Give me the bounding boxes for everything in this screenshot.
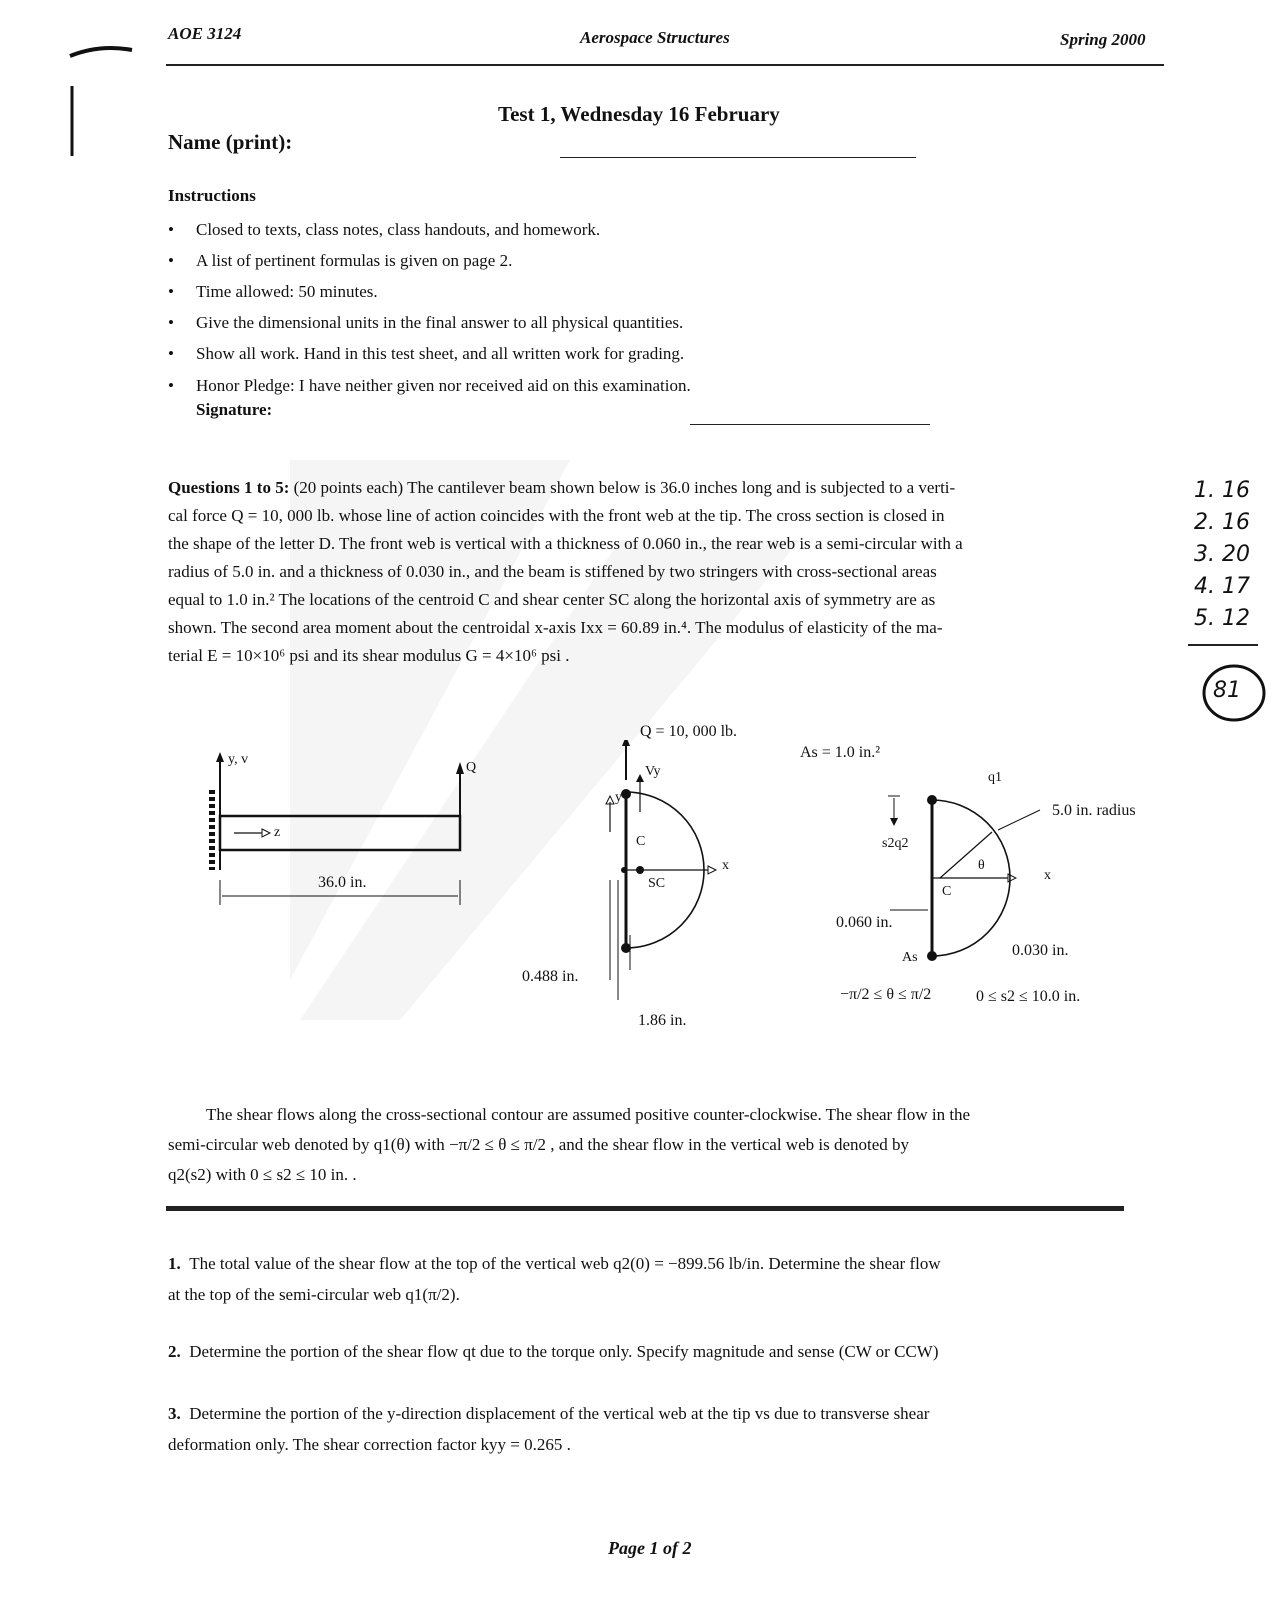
- beam-diagram: [200, 740, 490, 930]
- intro-line: terial E = 10×10⁶ psi and its shear modulus G = 4×10⁶ psi .: [168, 646, 570, 665]
- section2-radius: 5.0 in. radius: [1052, 802, 1136, 819]
- questions-lead: Questions 1 to 5:: [168, 478, 290, 497]
- header-rule: [166, 64, 1164, 66]
- section1-dim-b: 1.86 in.: [638, 1012, 687, 1029]
- instruction-item: • Show all work. Hand in this test sheet, and all written work for grading.: [196, 344, 684, 364]
- page-number: Page 1 of 2: [608, 1538, 692, 1558]
- section2-web-thickness: 0.060 in.: [836, 914, 893, 931]
- handwritten-bracket: [60, 36, 150, 166]
- section1-vy: Vy: [645, 764, 661, 779]
- section2-s2q2: s2q2: [882, 836, 909, 851]
- test-title: Test 1, Wednesday 16 February: [498, 102, 780, 126]
- intro-line: equal to 1.0 in.² The locations of the centroid C and shear center SC along the horizontal axis of symmetry are as: [168, 590, 936, 609]
- note-line: q2(s2) with 0 ≤ s2 ≤ 10 in. .: [168, 1165, 357, 1184]
- instruction-item: • Honor Pledge: I have neither given nor received aid on this examination.: [196, 376, 691, 396]
- instruction-item: • Time allowed: 50 minutes.: [196, 282, 378, 302]
- section-shear-center-diagram: [570, 740, 770, 1040]
- section2-area: As = 1.0 in.²: [800, 744, 881, 761]
- section2-q1: q1: [988, 770, 1002, 785]
- score-1: 1. 16: [1194, 478, 1250, 503]
- question-1: [168, 1248, 1158, 1310]
- section1-c: C: [636, 834, 646, 849]
- signature-line[interactable]: [690, 424, 930, 425]
- section2-as: As: [902, 950, 918, 965]
- section2-s-range: 0 ≤ s2 ≤ 10.0 in.: [976, 988, 1081, 1005]
- course-subject: Aerospace Structures: [580, 28, 730, 47]
- signature-label: Signature:: [196, 400, 273, 419]
- score-5: 5. 12: [1194, 606, 1250, 631]
- section1-y: y: [615, 790, 622, 805]
- intro-line: the shape of the letter D. The front web is vertical with a thickness of 0.060 in., the rear web is a semi-circular with a: [168, 534, 963, 553]
- intro-line: radius of 5.0 in. and a thickness of 0.030 in., and the beam is stiffened by two stringers with cross-sectional areas: [168, 562, 937, 581]
- note-line: semi-circular web denoted by q1(θ) with −π/2 ≤ θ ≤ π/2 , and the shear flow in the vertical web is denoted by: [168, 1135, 910, 1154]
- beam-length: 36.0 in.: [318, 874, 367, 891]
- section2-x: x: [1044, 868, 1051, 883]
- instruction-item: • Give the dimensional units in the final answer to all physical quantities.: [196, 313, 683, 333]
- section1-dim-a: 0.488 in.: [522, 968, 579, 985]
- section1-force: Q = 10, 000 lb.: [640, 723, 738, 740]
- intro-line: shown. The second area moment about the centroidal x-axis Ixx = 60.89 in.⁴. The modulus of elasticity of the ma-: [168, 618, 943, 637]
- intro-line: cal force Q = 10, 000 lb. whose line of action coincides with the front web at the tip. The cross section is closed in: [168, 506, 945, 525]
- section1-sc: SC: [648, 876, 666, 891]
- question-number: 1.: [168, 1254, 181, 1273]
- score-sum-rule: [1188, 644, 1258, 646]
- score-total: 81: [1213, 678, 1241, 703]
- section2-arc-thickness: 0.030 in.: [1012, 942, 1069, 959]
- question-text: deformation only. The shear correction factor kyy = 0.265 .: [168, 1435, 571, 1454]
- section-divider: [166, 1206, 1124, 1211]
- course-code: AOE 3124: [168, 24, 242, 43]
- section2-theta-range: −π/2 ≤ θ ≤ π/2: [840, 986, 932, 1003]
- name-label: Name (print):: [168, 130, 293, 154]
- question-text: The total value of the shear flow at the top of the vertical web q2(0) = −899.56 lb/in. Determine the shear flow: [189, 1254, 941, 1273]
- question-2: [168, 1338, 1158, 1366]
- section1-x: x: [722, 858, 729, 873]
- instruction-item: • Closed to texts, class notes, class handouts, and homework.: [196, 220, 600, 240]
- term: Spring 2000: [1060, 30, 1146, 49]
- score-3: 3. 20: [1194, 542, 1250, 567]
- section2-c: C: [942, 884, 952, 899]
- note-line: The shear flows along the cross-sectional contour are assumed positive counter-clockwise. The shear flow in the: [206, 1105, 971, 1124]
- section2-theta: θ: [978, 858, 985, 873]
- question-text: Determine the portion of the y-direction displacement of the vertical web at the tip vs due to transverse shear: [189, 1404, 930, 1423]
- name-line[interactable]: [560, 157, 916, 158]
- section-shear-flow-diagram: [860, 760, 1100, 1000]
- beam-force-label: Q: [466, 760, 477, 775]
- question-text: at the top of the semi-circular web q1(π/2).: [168, 1285, 460, 1304]
- beam-z-label: z: [274, 825, 281, 840]
- question-number: 3.: [168, 1404, 181, 1423]
- score-4: 4. 17: [1194, 574, 1250, 599]
- intro-line: (20 points each) The cantilever beam shown below is 36.0 inches long and is subjected to a verti-: [293, 478, 956, 497]
- score-2: 2. 16: [1194, 510, 1250, 535]
- question-3: [168, 1398, 1158, 1460]
- question-text: Determine the portion of the shear flow qt due to the torque only. Specify magnitude and sense (CW or CCW): [189, 1342, 939, 1361]
- instructions-heading: Instructions: [168, 186, 256, 205]
- instruction-item: • A list of pertinent formulas is given on page 2.: [196, 251, 512, 271]
- beam-axis-label: y, v: [228, 752, 249, 767]
- questions-intro: [168, 474, 1158, 670]
- shear-flow-note: [168, 1100, 1158, 1190]
- question-number: 2.: [168, 1342, 181, 1361]
